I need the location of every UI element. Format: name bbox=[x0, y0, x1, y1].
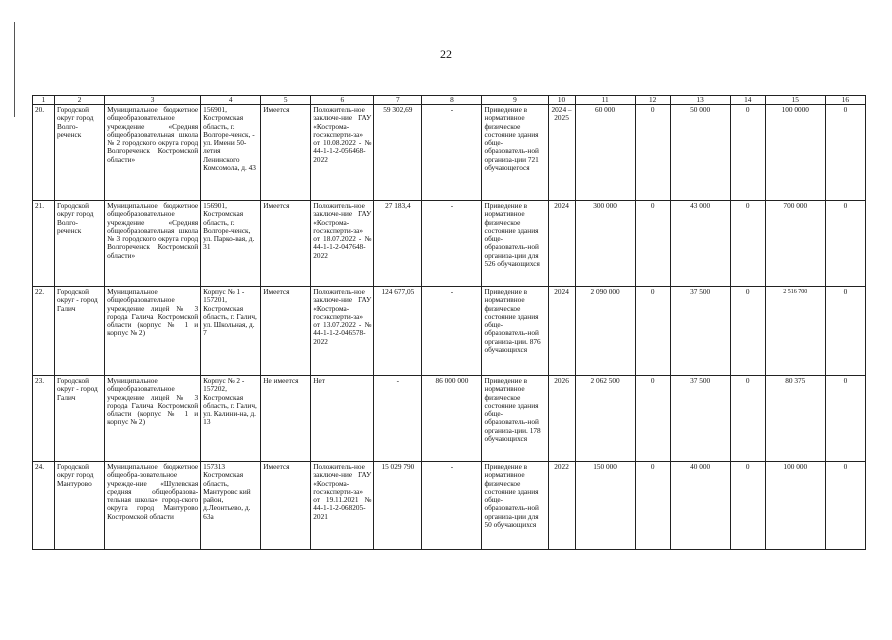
column-number: 14 bbox=[730, 96, 765, 105]
work-purpose: Приведение в нормативное физическое состояние здания обще-образователь-ной организа-ции для 526 обучающихся bbox=[482, 201, 548, 287]
estimated-cost: 27 183,4 bbox=[374, 201, 422, 287]
amount-col-16: 0 bbox=[825, 376, 865, 462]
municipality: Городской округ - город Галич bbox=[55, 376, 105, 462]
column-number: 3 bbox=[105, 96, 201, 105]
estimated-cost: 124 677,05 bbox=[374, 287, 422, 376]
amount-col-12: 0 bbox=[635, 376, 670, 462]
objects-table bbox=[32, 95, 866, 550]
year: 2024 bbox=[548, 287, 575, 376]
work-purpose: Приведение в нормативное физическое состояние здания обще-образователь-ной организа-ции. 178 обучающихся bbox=[482, 376, 548, 462]
column-number: 12 bbox=[635, 96, 670, 105]
year: 2026 bbox=[548, 376, 575, 462]
planned-cost: - bbox=[422, 287, 482, 376]
estimated-cost: - bbox=[374, 376, 422, 462]
column-number: 8 bbox=[422, 96, 482, 105]
amount-col-11: 2 062 500 bbox=[575, 376, 635, 462]
address: Корпус № 2 - 157202, Костромская область, г. Галич, ул. Калини-на, д. 13 bbox=[201, 376, 261, 462]
column-number: 5 bbox=[261, 96, 311, 105]
amount-col-11: 300 000 bbox=[575, 201, 635, 287]
expertise-conclusion: Положитель-ное заключе-ние ГАУ «Кострома-госэксперти-за» от 10.08.2022 - № 44-1-1-2-056468-2022 bbox=[311, 105, 374, 201]
amount-col-16: 0 bbox=[825, 201, 865, 287]
expertise-conclusion: Положитель-ное заключе-ние ГАУ «Кострома-госэксперти-за» от 13.07.2022 - № 44-1-1-2-046578-2022 bbox=[311, 287, 374, 376]
column-number-row bbox=[33, 96, 866, 105]
table-row bbox=[33, 105, 866, 201]
amount-col-11: 2 090 000 bbox=[575, 287, 635, 376]
column-number: 11 bbox=[575, 96, 635, 105]
institution-name: Муниципальное бюджетное общеобразовательное учреждение «Средняя общеобразовательная школа № 2 городского округа город Волгореченск Костромской области» bbox=[105, 105, 201, 201]
row-number: 23. bbox=[33, 376, 55, 462]
expertise-conclusion: Нет bbox=[311, 376, 374, 462]
amount-col-16: 0 bbox=[825, 462, 865, 550]
amount-col-11: 60 000 bbox=[575, 105, 635, 201]
estimated-cost: 59 302,69 bbox=[374, 105, 422, 201]
amount-col-13: 43 000 bbox=[670, 201, 730, 287]
planned-cost: - bbox=[422, 201, 482, 287]
amount-col-15: 80 375 bbox=[765, 376, 825, 462]
year: 2024 bbox=[548, 201, 575, 287]
amount-col-15: 700 000 bbox=[765, 201, 825, 287]
work-purpose: Приведение в нормативное физическое состояние здания обще-образователь-ной организа-ции 721 обучающегося bbox=[482, 105, 548, 201]
design-doc-status: Имеется bbox=[261, 287, 311, 376]
year: 2024 – 2025 bbox=[548, 105, 575, 201]
page-number: 22 bbox=[440, 47, 452, 61]
amount-col-15: 100 000 bbox=[765, 462, 825, 550]
amount-col-12: 0 bbox=[635, 287, 670, 376]
design-doc-status: Не имеется bbox=[261, 376, 311, 462]
row-number: 24. bbox=[33, 462, 55, 550]
expertise-conclusion: Положитель-ное заключе-ние ГАУ «Кострома-госэксперти-за» от 18.07.2022 - № 44-1-1-2-047648-2022 bbox=[311, 201, 374, 287]
amount-col-16: 0 bbox=[825, 287, 865, 376]
planned-cost: 86 000 000 bbox=[422, 376, 482, 462]
design-doc-status: Имеется bbox=[261, 201, 311, 287]
table-row bbox=[33, 201, 866, 287]
municipality: Городской округ - город Галич bbox=[55, 287, 105, 376]
amount-col-13: 37 500 bbox=[670, 376, 730, 462]
address: Корпус № 1 - 157201, Костромская область, г. Галич, ул. Школьная, д. 7 bbox=[201, 287, 261, 376]
institution-name: Муниципальное бюджетное общеобра-зовательное учрежде-ние «Шулевская средняя общеобразова-тельная школа» город-ского округа город Мантурово Костромской области bbox=[105, 462, 201, 550]
amount-col-13: 40 000 bbox=[670, 462, 730, 550]
column-number: 15 bbox=[765, 96, 825, 105]
table-row bbox=[33, 462, 866, 550]
work-purpose: Приведение в нормативное физическое состояние здания обще-образователь-ной организа-ции. 876 обучающихся bbox=[482, 287, 548, 376]
row-number: 21. bbox=[33, 201, 55, 287]
amount-col-12: 0 bbox=[635, 201, 670, 287]
amount-col-14: 0 bbox=[730, 376, 765, 462]
scan-margin-line bbox=[14, 22, 15, 117]
amount-col-13: 37 500 bbox=[670, 287, 730, 376]
year: 2022 bbox=[548, 462, 575, 550]
address: 156901, Костромская область, г. Волгоре-ченск, ул. Парко-вая, д. 31 bbox=[201, 201, 261, 287]
column-number: 13 bbox=[670, 96, 730, 105]
amount-col-15: 2 516 700 bbox=[765, 287, 825, 376]
amount-col-12: 0 bbox=[635, 105, 670, 201]
address: 156901, Костромская область, г. Волгоре-ченск, - ул. Имени 50-летия Ленинского Комсомола, д. 43 bbox=[201, 105, 261, 201]
row-number: 22. bbox=[33, 287, 55, 376]
table-row bbox=[33, 287, 866, 376]
institution-name: Муниципальное общеобразовательное учреждение лицей № 3 города Галича Костромской области (корпус № 1 и корпус № 2) bbox=[105, 287, 201, 376]
municipality: Городской округ город Волго-реченск bbox=[55, 201, 105, 287]
column-number: 6 bbox=[311, 96, 374, 105]
design-doc-status: Имеется bbox=[261, 105, 311, 201]
row-number: 20. bbox=[33, 105, 55, 201]
municipality: Городской округ город Волго-реченск bbox=[55, 105, 105, 201]
column-number: 4 bbox=[201, 96, 261, 105]
amount-col-14: 0 bbox=[730, 462, 765, 550]
estimated-cost: 15 029 790 bbox=[374, 462, 422, 550]
institution-name: Муниципальное бюджетное общеобразовательное учреждение «Средняя общеобразовательная школа № 3 городского округа город Волгореченск Костромской области» bbox=[105, 201, 201, 287]
planned-cost: - bbox=[422, 462, 482, 550]
municipality: Городской округ город Мантурово bbox=[55, 462, 105, 550]
amount-col-14: 0 bbox=[730, 105, 765, 201]
column-number: 2 bbox=[55, 96, 105, 105]
work-purpose: Приведение в нормативное физическое состояние здания обще-образователь-ной организа-ции для 50 обучающихся bbox=[482, 462, 548, 550]
column-number: 7 bbox=[374, 96, 422, 105]
amount-col-11: 150 000 bbox=[575, 462, 635, 550]
expertise-conclusion: Положитель-ное заключе-ние ГАУ «Кострома-госэксперти-за» от 19.11.2021 № 44-1-1-2-068205-2021 bbox=[311, 462, 374, 550]
column-number: 9 bbox=[482, 96, 548, 105]
design-doc-status: Имеется bbox=[261, 462, 311, 550]
planned-cost: - bbox=[422, 105, 482, 201]
amount-col-13: 50 000 bbox=[670, 105, 730, 201]
amount-col-16: 0 bbox=[825, 105, 865, 201]
institution-name: Муниципальное общеобразовательное учреждение лицей № 3 города Галича Костромской области (корпус № 1 и корпус № 2) bbox=[105, 376, 201, 462]
amount-col-12: 0 bbox=[635, 462, 670, 550]
amount-col-14: 0 bbox=[730, 201, 765, 287]
table-row bbox=[33, 376, 866, 462]
column-number: 10 bbox=[548, 96, 575, 105]
amount-col-14: 0 bbox=[730, 287, 765, 376]
column-number: 1 bbox=[33, 96, 55, 105]
address: 157313 Костромская область, Мантуровс кий район, д.Леонтьево, д. 63а bbox=[201, 462, 261, 550]
amount-col-15: 100 0000 bbox=[765, 105, 825, 201]
column-number: 16 bbox=[825, 96, 865, 105]
